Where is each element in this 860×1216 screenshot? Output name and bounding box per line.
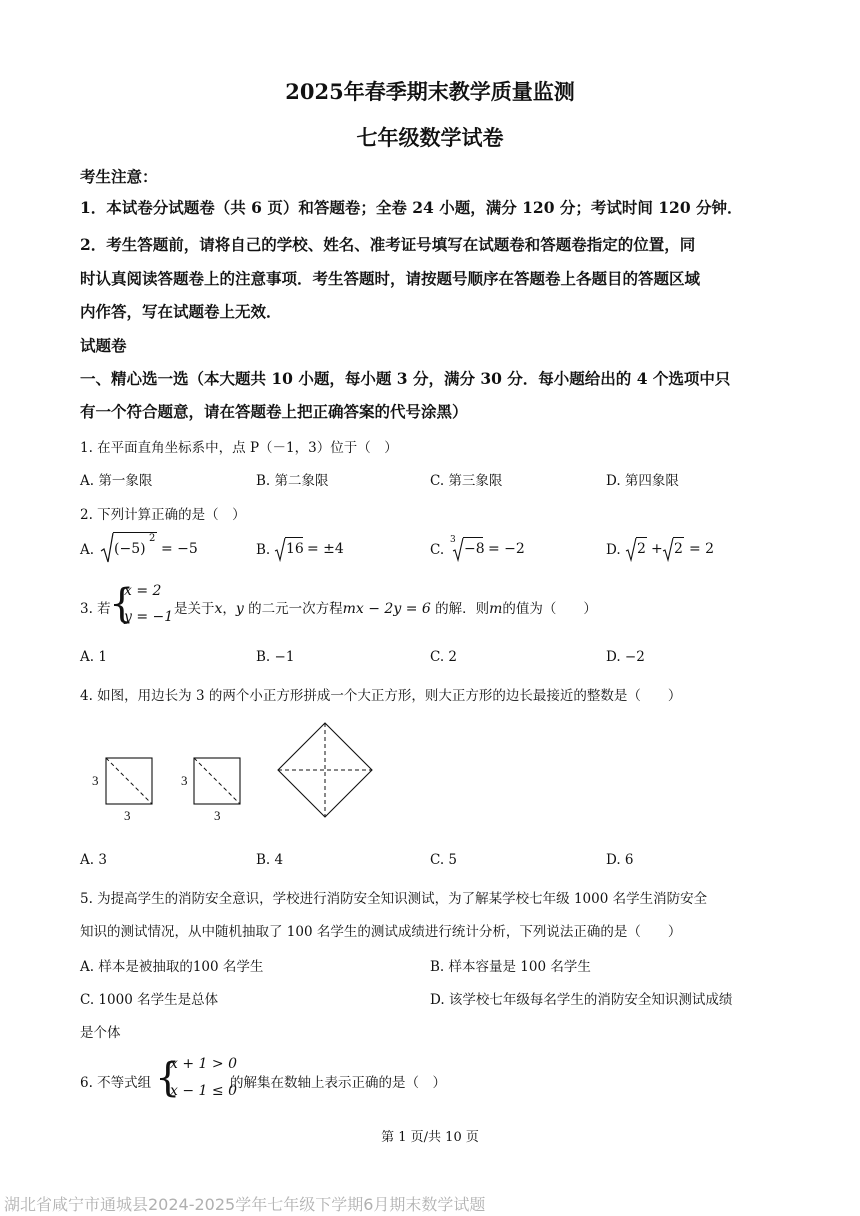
q3-text-end: 的值为（ ） bbox=[502, 601, 597, 617]
q5-stem-line1: 5. 为提高学生的消防安全意识，学校进行消防安全知识测试，为了解某学校七年级 1000 名学生消防安全 bbox=[80, 891, 708, 907]
q3-brace: { bbox=[109, 581, 135, 627]
section-label: 试题卷 bbox=[80, 336, 127, 355]
notice-heading: 考生注意： bbox=[80, 167, 158, 186]
exam-subtitle: 七年级数学试卷 bbox=[356, 125, 504, 150]
q1-option-d: D. 第四象限 bbox=[606, 473, 679, 489]
q2-d-result: = 2 bbox=[689, 541, 715, 557]
q1-option-b: B. 第二象限 bbox=[256, 473, 329, 489]
exam-title: 2025年春季期末教学质量监测 bbox=[285, 79, 575, 104]
q2-option-c-label: C. bbox=[430, 542, 445, 558]
notice-item-2-line2: 时认真阅读答题卷上的注意事项．考生答题时，请按题号顺序在答题卷上各题目的答题区域 bbox=[80, 269, 701, 288]
q3-var-m: m bbox=[489, 601, 503, 617]
q2-c-root-index: 3 bbox=[450, 535, 456, 545]
q4-option-c: C. 5 bbox=[430, 852, 458, 868]
part1-instructions-line2: 有一个符合题意，请在答题卷上把正确答案的代号涂黑） bbox=[80, 402, 468, 421]
q2-d-radical-icon-1 bbox=[625, 536, 637, 562]
q4-stem: 4. 如图，用边长为 3 的两个小正方形拼成一个大正方形，则大正方形的边长最接近的整数是（ ） bbox=[80, 688, 682, 704]
q3-option-c: C. 2 bbox=[430, 649, 458, 665]
q3-eq1: x = 2 bbox=[124, 583, 162, 599]
q2-option-a-label: A. bbox=[80, 542, 95, 558]
q1-option-a: A. 第一象限 bbox=[80, 473, 153, 489]
q3-text-pre: 是关于 bbox=[174, 601, 215, 617]
q4-large-square bbox=[278, 723, 372, 817]
q4-option-b: B. 4 bbox=[256, 852, 284, 868]
q2-b-vinculum bbox=[285, 537, 303, 538]
q4-option-a: A. 3 bbox=[80, 852, 107, 868]
q4-small-square-2 bbox=[194, 758, 240, 804]
notice-item-2-line1: 2．考生答题前，请将自己的学校、姓名、准考证号填写在试题卷和答题卷指定的位置，同 bbox=[80, 235, 696, 254]
q3-option-b: B. −1 bbox=[256, 649, 295, 665]
q3-prefix: 3. 若 bbox=[80, 601, 111, 617]
q4-label-side-1: 3 bbox=[92, 773, 99, 788]
q5-stem-line2: 知识的测试情况，从中随机抽取了 100 名学生的测试成绩进行统计分析，下列说法正确的是（ ） bbox=[80, 924, 682, 940]
q5-option-c: C. 1000 名学生是总体 bbox=[80, 992, 219, 1008]
q2-b-radicand: 16 bbox=[286, 541, 304, 557]
q2-stem: 2. 下列计算正确的是（ ） bbox=[80, 507, 246, 523]
q2-b-result: = ±4 bbox=[307, 541, 344, 557]
q2-c-result: = −2 bbox=[488, 541, 525, 557]
q4-option-d: D. 6 bbox=[606, 852, 634, 868]
q2-d-radical-icon-2 bbox=[662, 536, 674, 562]
part1-instructions-line1: 一、精心选一选（本大题共 10 小题，每小题 3 分，满分 30 分．每小题给出的 4 个选项中只 bbox=[80, 369, 731, 388]
q1-option-c: C. 第三象限 bbox=[430, 473, 503, 489]
q6-ineq1: x + 1 > 0 bbox=[170, 1056, 237, 1072]
q3-comma: ， bbox=[222, 601, 236, 617]
q2-d-vinculum-1 bbox=[636, 537, 647, 538]
q2-d-plus: + bbox=[651, 541, 663, 557]
q3-var-x: x bbox=[214, 601, 223, 617]
q2-b-radical-icon bbox=[274, 536, 286, 562]
q6-ineq2: x − 1 ≤ 0 bbox=[170, 1083, 237, 1099]
watermark: 湖北省咸宁市通城县2024-2025学年七年级下学期6月期末数学试题 bbox=[4, 1195, 486, 1214]
q2-a-radicand: (−5) bbox=[114, 541, 146, 557]
q3-var-y: y bbox=[235, 601, 244, 617]
q4-label-bottom-2: 3 bbox=[214, 808, 221, 823]
q2-a-exponent: 2 bbox=[149, 533, 156, 544]
q2-c-vinculum bbox=[463, 537, 483, 538]
q4-figure bbox=[80, 715, 380, 827]
q3-eq2: y = −1 bbox=[124, 609, 174, 625]
q4-label-bottom-1: 3 bbox=[124, 808, 131, 823]
q5-option-a: A. 样本是被抽取的100 名学生 bbox=[80, 959, 264, 975]
q5-option-d-continued: 是个体 bbox=[80, 1025, 121, 1041]
q2-option-d-label: D. bbox=[606, 542, 621, 558]
q5-option-b: B. 样本容量是 100 名学生 bbox=[430, 959, 591, 975]
q2-option-b-label: B. bbox=[256, 542, 271, 558]
q3-text-mid: 的二元一次方程 bbox=[243, 601, 343, 617]
q4-label-side-2: 3 bbox=[181, 773, 188, 788]
notice-item-2-line3: 内作答，写在试题卷上无效． bbox=[80, 302, 282, 321]
q2-d-radicand-2: 2 bbox=[674, 541, 683, 557]
q1-stem: 1. 在平面直角坐标系中，点 P（－1，3）位于（ ） bbox=[80, 440, 398, 456]
q3-option-a: A. 1 bbox=[80, 649, 107, 665]
q6-prefix: 6. 不等式组 bbox=[80, 1075, 152, 1091]
q2-c-radicand: −8 bbox=[464, 541, 485, 557]
q3-option-d: D. −2 bbox=[606, 649, 645, 665]
notice-item-1: 1．本试卷分试题卷（共 6 页）和答题卷；全卷 24 小题，满分 120 分；考试时间 120 分钟． bbox=[80, 198, 743, 217]
q5-option-d: D. 该学校七年级每名学生的消防安全知识测试成绩 bbox=[430, 992, 733, 1008]
q2-a-radical-icon bbox=[100, 531, 114, 565]
q2-c-radical-icon bbox=[452, 536, 464, 562]
q6-suffix: 的解集在数轴上表示正确的是（ ） bbox=[230, 1075, 446, 1091]
q2-d-vinculum-2 bbox=[673, 537, 684, 538]
q3-text-post: 的解．则 bbox=[430, 601, 490, 617]
q4-small-square-1 bbox=[106, 758, 152, 804]
q2-d-radicand-1: 2 bbox=[637, 541, 646, 557]
page-number: 第 1 页/共 10 页 bbox=[381, 1130, 479, 1145]
q2-a-result: = −5 bbox=[161, 541, 198, 557]
q3-equation: mx − 2y = 6 bbox=[342, 601, 431, 617]
q6-brace: { bbox=[155, 1055, 181, 1101]
q3-stem bbox=[174, 597, 597, 617]
